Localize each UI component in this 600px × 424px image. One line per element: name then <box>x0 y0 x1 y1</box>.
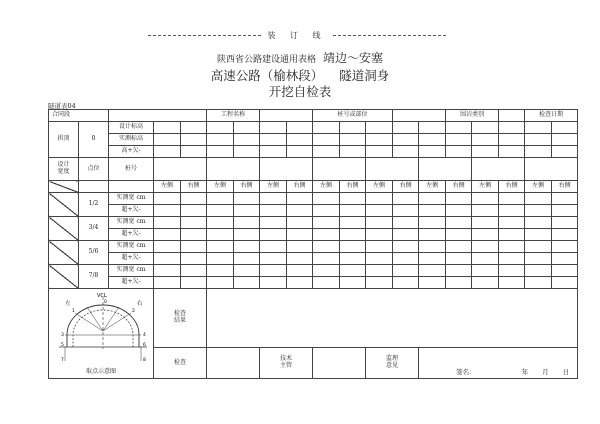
measure-row <box>49 253 578 265</box>
cell[interactable] <box>260 229 287 241</box>
cell[interactable] <box>366 217 393 229</box>
cell[interactable] <box>234 253 260 265</box>
check-result-row <box>49 289 578 348</box>
cell[interactable] <box>499 205 525 217</box>
cell[interactable] <box>366 229 393 241</box>
contract-label: 合同段 <box>49 110 109 122</box>
cell[interactable] <box>207 265 234 277</box>
binding-line <box>148 29 446 41</box>
cell[interactable] <box>207 205 234 217</box>
inspection-table <box>48 109 578 379</box>
rock-class-field[interactable] <box>499 110 525 122</box>
cell[interactable] <box>552 253 578 265</box>
side-left: 左侧 <box>260 181 287 193</box>
cell[interactable] <box>287 134 313 146</box>
cell[interactable] <box>234 146 260 158</box>
cell[interactable] <box>472 265 499 277</box>
side-header-row <box>49 181 578 193</box>
highway-section: 高速公路（榆林段） <box>210 68 324 83</box>
cell[interactable] <box>287 122 313 134</box>
cell[interactable] <box>287 205 313 217</box>
cell[interactable] <box>393 277 419 289</box>
cell[interactable] <box>260 146 287 158</box>
cell[interactable] <box>393 265 419 277</box>
cell[interactable] <box>393 122 419 134</box>
cell[interactable] <box>446 217 472 229</box>
cell[interactable] <box>419 217 446 229</box>
cell[interactable] <box>207 134 234 146</box>
cell[interactable] <box>181 146 207 158</box>
day-label: 日 <box>562 367 570 376</box>
provincial-form-title: 陕西省公路建设通用表格 <box>217 55 317 65</box>
point-number: 8 <box>143 358 146 363</box>
cell[interactable] <box>181 217 207 229</box>
month-label: 月 <box>542 367 549 376</box>
cell[interactable] <box>525 205 552 217</box>
cell[interactable] <box>552 205 578 217</box>
cell[interactable] <box>154 217 181 229</box>
cell[interactable] <box>260 265 287 277</box>
cell[interactable] <box>340 253 366 265</box>
point-number: 5 <box>61 343 64 348</box>
cell[interactable] <box>525 146 552 158</box>
cell[interactable] <box>207 122 234 134</box>
cell[interactable] <box>234 217 260 229</box>
measure-row <box>49 241 578 253</box>
cell[interactable] <box>525 253 552 265</box>
cell[interactable] <box>154 229 181 241</box>
side-left: 左侧 <box>525 181 552 193</box>
side-left: 左侧 <box>313 181 340 193</box>
cell[interactable] <box>472 217 499 229</box>
side-left: 左侧 <box>419 181 446 193</box>
check-result-field[interactable] <box>207 289 578 348</box>
sign-label: 签名： <box>456 367 476 376</box>
tech-lead-field[interactable] <box>313 348 366 379</box>
cell[interactable] <box>393 229 419 241</box>
inspector-field[interactable] <box>207 348 260 379</box>
blank-cell <box>79 181 109 193</box>
cell[interactable] <box>525 265 552 277</box>
measure-row <box>49 193 578 205</box>
cell[interactable] <box>499 122 525 134</box>
cell[interactable] <box>419 241 446 253</box>
point-number: 1 <box>72 309 75 314</box>
cell[interactable] <box>446 241 472 253</box>
cell[interactable] <box>313 241 340 253</box>
cell[interactable] <box>154 193 181 205</box>
radial-line <box>75 313 103 331</box>
cell[interactable] <box>499 134 525 146</box>
design-width-label: 设计 宽度 <box>49 158 79 181</box>
cell[interactable] <box>207 253 234 265</box>
cell[interactable] <box>446 253 472 265</box>
cell[interactable] <box>499 277 525 289</box>
side-left: 左侧 <box>154 181 181 193</box>
cell[interactable] <box>340 134 366 146</box>
cell[interactable] <box>419 229 446 241</box>
cell[interactable] <box>313 229 340 241</box>
sketch-cell <box>49 289 154 379</box>
cell[interactable] <box>313 205 340 217</box>
pile-no-field[interactable] <box>260 158 313 181</box>
cell[interactable] <box>154 134 181 146</box>
tech-lead-label: 技术 主管 <box>260 348 313 379</box>
point-group-label: 1/2 <box>79 193 109 217</box>
cell[interactable] <box>393 193 419 205</box>
pile-no-field[interactable] <box>207 158 260 181</box>
pile-no-field[interactable] <box>154 158 207 181</box>
cell[interactable] <box>446 122 472 134</box>
measure-row <box>49 229 578 241</box>
cell[interactable] <box>419 193 446 205</box>
cell[interactable] <box>207 241 234 253</box>
blank-cell <box>109 181 154 193</box>
project-name-label: 工程名称 <box>207 110 260 122</box>
cell[interactable] <box>260 253 287 265</box>
cell[interactable] <box>287 146 313 158</box>
cell[interactable] <box>419 265 446 277</box>
cell[interactable] <box>234 229 260 241</box>
cell[interactable] <box>366 134 393 146</box>
contract-field[interactable] <box>109 110 207 122</box>
cell[interactable] <box>446 205 472 217</box>
cell[interactable] <box>287 265 313 277</box>
measured-width-label: 实测宽 cm <box>109 265 154 277</box>
cell[interactable] <box>340 205 366 217</box>
measure-row <box>49 265 578 277</box>
cell[interactable] <box>472 277 499 289</box>
cell[interactable] <box>313 193 340 205</box>
cell[interactable] <box>393 253 419 265</box>
cell[interactable] <box>393 217 419 229</box>
cell[interactable] <box>525 277 552 289</box>
over-under-label: 超+欠- <box>109 229 154 241</box>
cell[interactable] <box>472 193 499 205</box>
point-group-label: 7/8 <box>79 265 109 289</box>
cell[interactable] <box>234 122 260 134</box>
cell[interactable] <box>525 122 552 134</box>
over-under-label: 超+欠- <box>109 205 154 217</box>
radial-line <box>103 313 131 331</box>
cell[interactable] <box>472 146 499 158</box>
cell[interactable] <box>446 265 472 277</box>
cell[interactable] <box>154 241 181 253</box>
cell[interactable] <box>313 277 340 289</box>
design-elevation-label: 设计标高 <box>109 122 154 134</box>
tunnel-body: 隧道洞身 <box>339 68 390 83</box>
cell[interactable] <box>313 253 340 265</box>
cell[interactable] <box>446 229 472 241</box>
cell[interactable] <box>419 205 446 217</box>
cell[interactable] <box>366 253 393 265</box>
side-right: 右侧 <box>340 181 366 193</box>
cell[interactable] <box>154 253 181 265</box>
side-left: 左侧 <box>207 181 234 193</box>
route-name: 靖边～安塞 <box>322 51 383 65</box>
cell[interactable] <box>287 277 313 289</box>
cell[interactable] <box>313 146 340 158</box>
cell[interactable] <box>393 205 419 217</box>
side-right: 右侧 <box>446 181 472 193</box>
side-right: 右侧 <box>234 181 260 193</box>
cell[interactable] <box>260 193 287 205</box>
cell[interactable] <box>366 193 393 205</box>
pile-no-field[interactable] <box>419 158 472 181</box>
cell[interactable] <box>552 241 578 253</box>
cell[interactable] <box>472 134 499 146</box>
pile-label: 桩号或部位 <box>313 110 393 122</box>
cell[interactable] <box>419 146 446 158</box>
rock-class-label: 围岩类别 <box>446 110 499 122</box>
elevation-diff-label: 高+欠- <box>109 146 154 158</box>
vcl-label: VCL <box>97 293 107 299</box>
cell[interactable] <box>366 122 393 134</box>
cell[interactable] <box>419 122 446 134</box>
pile-no-field[interactable] <box>313 158 366 181</box>
over-under-label: 超+欠- <box>109 277 154 289</box>
left-label: 左 <box>65 301 71 307</box>
project-name-field[interactable] <box>260 110 313 122</box>
cell[interactable] <box>472 253 499 265</box>
arch-top-label: 拱顶 <box>49 122 79 158</box>
cell[interactable] <box>366 241 393 253</box>
side-right: 右侧 <box>181 181 207 193</box>
cell[interactable] <box>446 277 472 289</box>
measured-width-label: 实测宽 cm <box>109 241 154 253</box>
cell[interactable] <box>154 205 181 217</box>
diagonal-cell <box>49 193 79 217</box>
cell[interactable] <box>366 146 393 158</box>
cell[interactable] <box>340 277 366 289</box>
cell[interactable] <box>234 277 260 289</box>
cell[interactable] <box>313 217 340 229</box>
cell[interactable] <box>366 265 393 277</box>
cell[interactable] <box>366 277 393 289</box>
cell[interactable] <box>525 229 552 241</box>
cell[interactable] <box>446 193 472 205</box>
cell[interactable] <box>260 277 287 289</box>
tunnel-sketch <box>51 291 154 369</box>
cell[interactable] <box>525 193 552 205</box>
arch-top-point: 0 <box>79 122 109 158</box>
cell[interactable] <box>181 205 207 217</box>
check-date-label: 检查日期 <box>525 110 578 122</box>
measured-elevation-label: 实测标高 <box>109 134 154 146</box>
form-title: 开挖自检表 <box>268 84 332 99</box>
over-under-label: 超+欠- <box>109 253 154 265</box>
point-group-label: 3/4 <box>79 217 109 241</box>
side-left: 左侧 <box>472 181 499 193</box>
sketch-caption: 取点示意图 <box>86 368 117 376</box>
cell[interactable] <box>181 193 207 205</box>
check-result-label: 检查 结果 <box>154 289 207 348</box>
point-number: 0 <box>104 300 107 305</box>
cell[interactable] <box>552 265 578 277</box>
cell[interactable] <box>552 277 578 289</box>
cell[interactable] <box>472 122 499 134</box>
cell[interactable] <box>313 122 340 134</box>
side-right: 右侧 <box>552 181 578 193</box>
cell[interactable] <box>260 217 287 229</box>
cell[interactable] <box>313 265 340 277</box>
cell[interactable] <box>287 229 313 241</box>
cell[interactable] <box>552 217 578 229</box>
cell[interactable] <box>154 265 181 277</box>
cell[interactable] <box>552 193 578 205</box>
pile-no-field[interactable] <box>366 158 419 181</box>
pile-no-label: 桩号 <box>109 158 154 181</box>
cell[interactable] <box>207 217 234 229</box>
cell[interactable] <box>340 122 366 134</box>
year-label: 年 <box>521 367 529 376</box>
side-right: 右侧 <box>393 181 419 193</box>
arch-top-row <box>49 134 578 146</box>
diagonal-cell <box>49 265 79 289</box>
measured-width-label: 实测宽 cm <box>109 217 154 229</box>
cell[interactable] <box>499 146 525 158</box>
form-number: 隧道表04 <box>48 102 76 110</box>
cell[interactable] <box>552 229 578 241</box>
cell[interactable] <box>181 134 207 146</box>
cell[interactable] <box>499 217 525 229</box>
cell[interactable] <box>207 193 234 205</box>
pile-field[interactable] <box>393 110 446 122</box>
cell[interactable] <box>340 146 366 158</box>
cell[interactable] <box>419 277 446 289</box>
info-row <box>49 110 578 122</box>
cell[interactable] <box>340 193 366 205</box>
point-number: 7 <box>61 358 64 363</box>
arch-top-row <box>49 146 578 158</box>
diagonal-cell <box>49 241 79 265</box>
supervision-field[interactable] <box>419 348 578 379</box>
cell[interactable] <box>287 241 313 253</box>
cell[interactable] <box>419 253 446 265</box>
cell[interactable] <box>552 122 578 134</box>
cell[interactable] <box>499 265 525 277</box>
cell[interactable] <box>366 205 393 217</box>
sign-date-line <box>456 369 569 376</box>
tunnel-outline <box>67 305 139 347</box>
cell[interactable] <box>181 265 207 277</box>
measure-row <box>49 277 578 289</box>
cell[interactable] <box>154 122 181 134</box>
cell[interactable] <box>181 253 207 265</box>
point-number: 2 <box>132 309 135 314</box>
cell[interactable] <box>260 241 287 253</box>
binding-dash-right <box>333 35 446 36</box>
side-left: 左侧 <box>366 181 393 193</box>
cell[interactable] <box>499 241 525 253</box>
measure-row <box>49 217 578 229</box>
cell[interactable] <box>472 229 499 241</box>
pile-no-field[interactable] <box>472 158 525 181</box>
cell[interactable] <box>419 134 446 146</box>
point-group-label: 5/6 <box>79 241 109 265</box>
point-number: 3 <box>61 333 64 338</box>
cell[interactable] <box>393 146 419 158</box>
cell[interactable] <box>472 205 499 217</box>
cell[interactable] <box>287 193 313 205</box>
cell[interactable] <box>207 229 234 241</box>
pile-no-field[interactable] <box>525 158 578 181</box>
cell[interactable] <box>499 229 525 241</box>
cell[interactable] <box>340 265 366 277</box>
binding-dash-left <box>148 35 261 36</box>
cell[interactable] <box>154 277 181 289</box>
cell[interactable] <box>499 193 525 205</box>
cell[interactable] <box>207 146 234 158</box>
cell[interactable] <box>287 253 313 265</box>
point-number: 6 <box>143 343 146 348</box>
cell[interactable] <box>552 134 578 146</box>
cell[interactable] <box>552 146 578 158</box>
measured-width-label: 实测宽 cm <box>109 193 154 205</box>
cell[interactable] <box>260 205 287 217</box>
cell[interactable] <box>181 122 207 134</box>
cell[interactable] <box>313 134 340 146</box>
cell[interactable] <box>181 229 207 241</box>
cell[interactable] <box>525 217 552 229</box>
right-label: 右 <box>137 301 143 307</box>
cell[interactable] <box>446 146 472 158</box>
cell[interactable] <box>472 241 499 253</box>
cell[interactable] <box>393 134 419 146</box>
cell[interactable] <box>234 205 260 217</box>
cell[interactable] <box>340 241 366 253</box>
cell[interactable] <box>154 146 181 158</box>
cell[interactable] <box>207 277 234 289</box>
inspector-label: 检查 <box>154 348 207 379</box>
cell[interactable] <box>499 253 525 265</box>
cell[interactable] <box>525 134 552 146</box>
measure-row <box>49 205 578 217</box>
column-header-row <box>49 158 578 181</box>
side-right: 右侧 <box>287 181 313 193</box>
side-right: 右侧 <box>499 181 525 193</box>
point-number: 4 <box>143 333 146 338</box>
diagonal-cell <box>49 217 79 241</box>
binding-line-text: 装 订 线 <box>267 30 327 40</box>
header-line-1 <box>0 49 600 66</box>
cell[interactable] <box>525 241 552 253</box>
cell[interactable] <box>340 229 366 241</box>
arch-top-row <box>49 122 578 134</box>
cell[interactable] <box>234 265 260 277</box>
cell[interactable] <box>181 241 207 253</box>
cell[interactable] <box>287 217 313 229</box>
point-label: 点位 <box>79 158 109 181</box>
diagonal-cell <box>49 181 79 193</box>
cell[interactable] <box>181 277 207 289</box>
cell[interactable] <box>446 134 472 146</box>
supervision-label: 监理 意见 <box>366 348 419 379</box>
cell[interactable] <box>393 241 419 253</box>
cell[interactable] <box>234 241 260 253</box>
cell[interactable] <box>260 134 287 146</box>
cell[interactable] <box>260 122 287 134</box>
cell[interactable] <box>340 217 366 229</box>
cell[interactable] <box>234 193 260 205</box>
cell[interactable] <box>234 134 260 146</box>
